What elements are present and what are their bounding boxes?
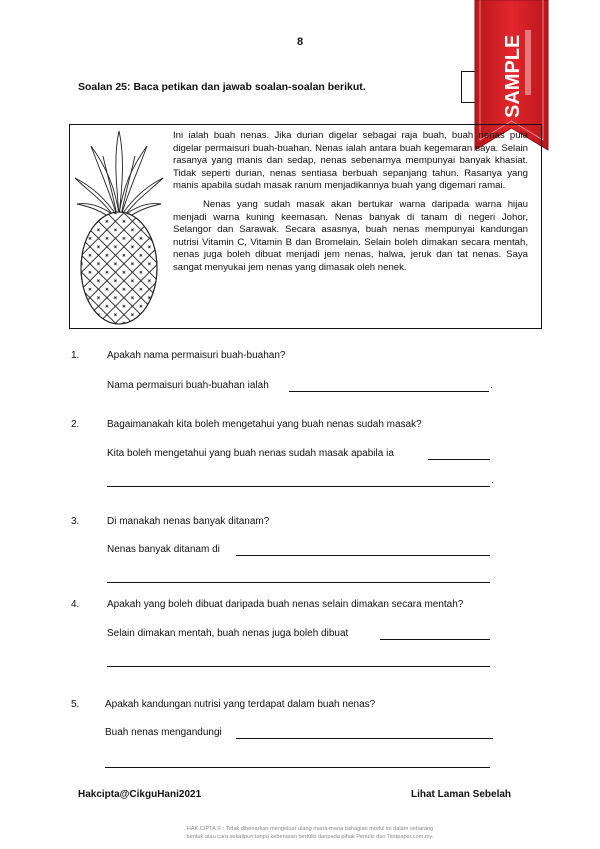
answer-4-prompt: Selain dimakan mentah, buah nenas juga boleh dibuat [107,628,349,639]
answer-4-line-1[interactable] [380,639,490,640]
copyright-line-2: bentuk atau cara sekalipun tanpa kebenaran bertulis daripada pihak Penulis dan Testpaper.com.my. [186,833,434,840]
passage-text [173,130,528,281]
footer-copyright-owner: Hakcipta@CikguHani2021 [78,789,202,800]
question-3-number: 3. [71,516,80,527]
answer-3-line-1[interactable] [236,555,490,556]
answer-2-line-1[interactable] [428,459,490,460]
question-heading: Soalan 25: Baca petikan dan jawab soalan-soalan berikut. [78,81,366,93]
answer-5-line-1[interactable] [236,738,493,739]
answer-4-line-2[interactable] [107,666,490,667]
answer-2-end-mark: . [491,475,494,486]
question-4-text: Apakah yang boleh dibuat daripada buah nenas selain dimakan secara mentah? [107,599,464,610]
answer-5-prompt: Buah nenas mengandungi [105,727,222,738]
answer-2-prompt: Kita boleh mengetahui yang buah nenas sudah masak apabila ia [107,448,394,459]
pineapple-icon [73,128,165,326]
passage-paragraph-1: Ini ialah buah nenas. Jika durian digelar sebagai raja buah, buah nenas pula digelar permaisuri buah-buahan. Nenas ialah antara buah kegemaran saya. Selain rasanya yang manis dan sedap, nenas sebenarnya mempunyai banyak khasiat. Tidak seperti durian, nenas sentiasa berbuah sepanjang tahun. Rasanya yang manis apabila sudah masak ranum menjadikannya buah yang digemari ramai. [173,130,528,192]
answer-1-prompt: Nama permaisuri buah-buahan ialah [107,380,269,391]
answer-1-end-mark: . [490,380,493,391]
question-1-number: 1. [71,350,80,361]
question-5-number: 5. [71,699,80,710]
question-2-number: 2. [71,419,80,430]
page-number: 8 [296,36,304,48]
footer-next-page: Lihat Laman Sebelah [411,789,512,800]
answer-1-line[interactable] [289,391,489,392]
copyright-line-1: HAK CIPTA © : Tidak dibenarkan mengeluar ulang mana-mana bahagian modul ini dalam sebarang [186,826,434,832]
sample-ribbon-text: SAMPLE [502,34,524,118]
answer-5-line-2[interactable] [105,767,490,768]
passage-paragraph-2: Nenas yang sudah masak akan bertukar warna daripada warna hijau menjadi warna kuning keemasan. Nenas banyak di tanam di negeri Johor, Selangor dan Sarawak. Secara asasnya, buah nenas mempunyai kandungan nutrisi Vitamin C, Vitamin B dan Bromelain. Selain boleh dimakan secara mentah, nenas juga boleh dibuat menjadi jem nenas, halwa, jeruk dan tat nenas. Saya sangat menyukai jem nenas yang dimasak oleh nenek. [173,198,528,273]
answer-3-line-2[interactable] [107,582,490,583]
question-3-text: Di manakah nenas banyak ditanam? [107,516,270,527]
question-2-text: Bagaimanakah kita boleh mengetahui yang buah nenas sudah masak? [107,419,422,430]
copyright-notice [120,826,500,841]
question-1-text: Apakah nama permaisuri buah-buahan? [107,350,286,361]
answer-3-prompt: Nenas banyak ditanam di [107,544,220,555]
answer-2-line-2[interactable] [107,486,490,487]
question-5-text: Apakah kandungan nutrisi yang terdapat dalam buah nenas? [105,699,376,710]
question-4-number: 4. [71,599,80,610]
